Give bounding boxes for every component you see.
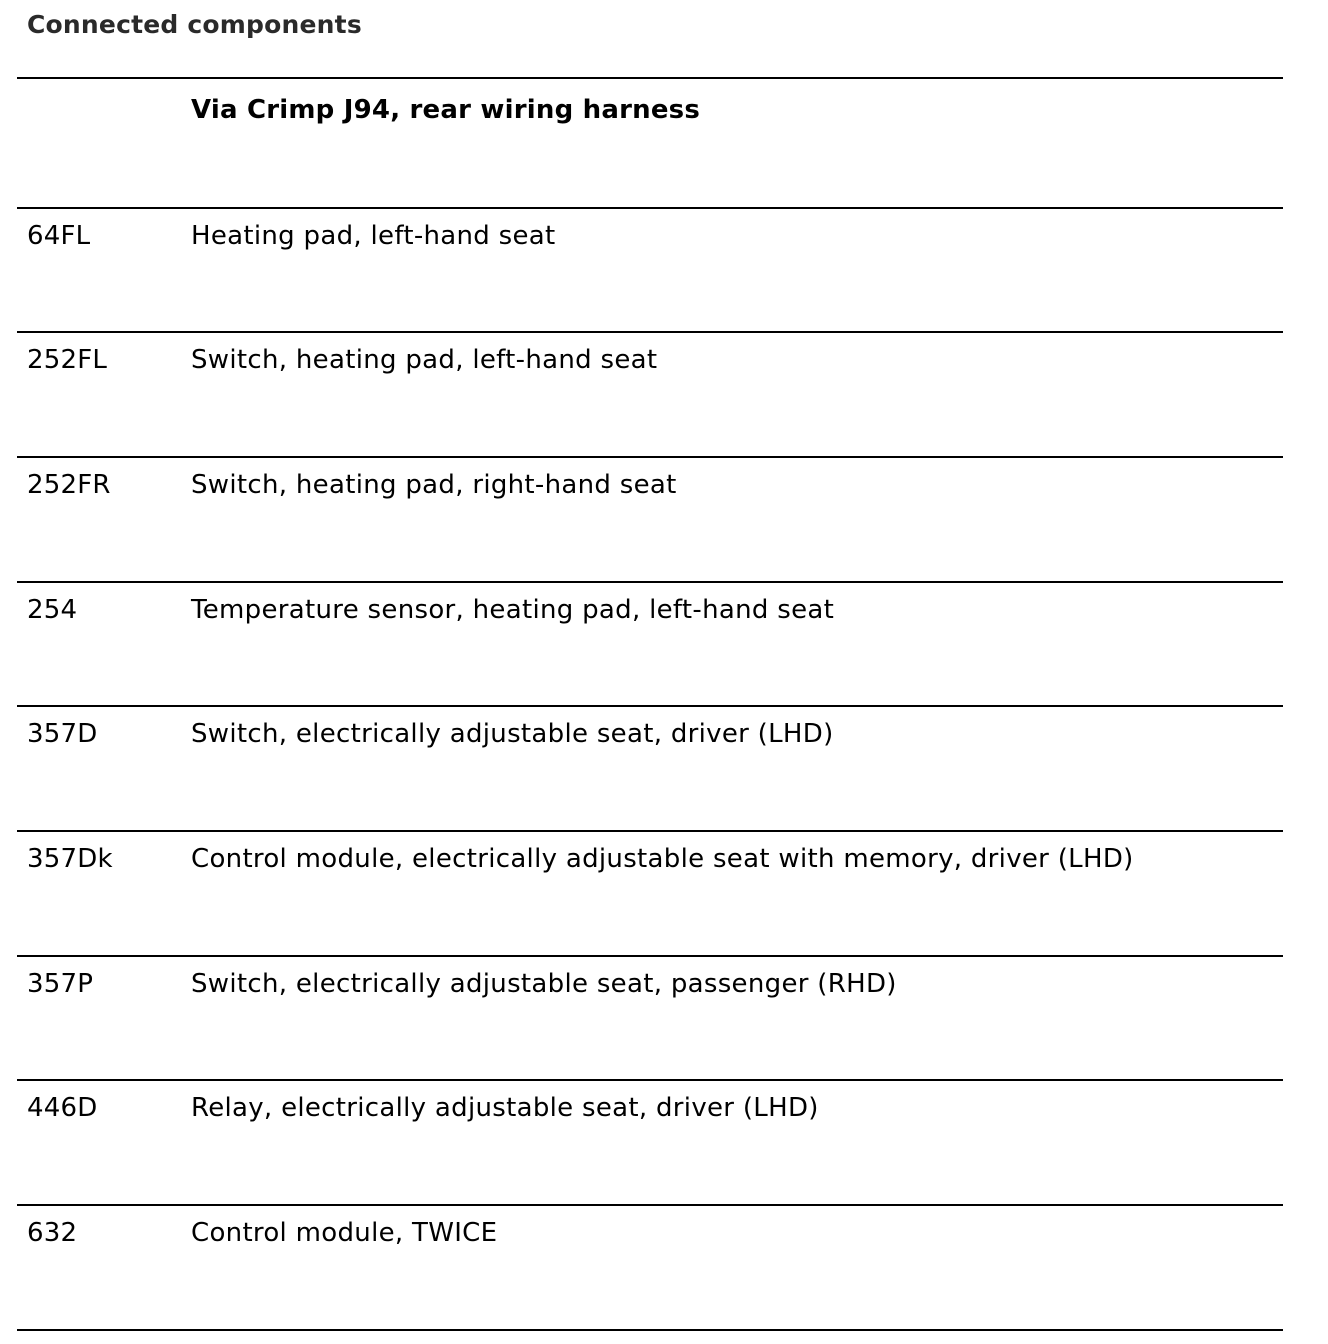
component-code: 64FL <box>27 221 91 251</box>
component-description: Switch, electrically adjustable seat, driver (LHD) <box>191 719 834 749</box>
component-code: 446D <box>27 1093 98 1123</box>
component-code: 252FL <box>27 345 108 375</box>
table-row <box>17 1079 1283 1204</box>
component-code: 357P <box>27 969 94 999</box>
component-code: 252FR <box>27 470 111 500</box>
component-code: 254 <box>27 595 78 625</box>
table-row <box>17 456 1283 581</box>
component-code: 357D <box>27 719 98 749</box>
table-row <box>17 955 1283 1079</box>
component-description: Temperature sensor, heating pad, left-hand seat <box>191 595 835 625</box>
component-description: Control module, TWICE <box>191 1218 498 1248</box>
table-row <box>17 830 1283 955</box>
table-row <box>17 207 1283 331</box>
component-description: Switch, heating pad, right-hand seat <box>191 470 677 500</box>
group-title: Via Crimp J94, rear wiring harness <box>191 95 701 125</box>
table-row <box>17 331 1283 456</box>
component-description: Relay, electrically adjustable seat, driver (LHD) <box>191 1093 819 1123</box>
component-description: Switch, electrically adjustable seat, passenger (RHD) <box>191 969 897 999</box>
components-table <box>17 77 1283 1331</box>
table-row <box>17 1204 1283 1331</box>
group-header-row <box>17 77 1283 207</box>
table-row <box>17 705 1283 830</box>
component-description: Control module, electrically adjustable seat with memory, driver (LHD) <box>191 844 1134 874</box>
component-description: Switch, heating pad, left-hand seat <box>191 345 658 375</box>
component-code: 632 <box>27 1218 78 1248</box>
page-heading: Connected components <box>27 10 362 39</box>
component-description: Heating pad, left-hand seat <box>191 221 556 251</box>
component-code: 357Dk <box>27 844 113 874</box>
table-row <box>17 581 1283 705</box>
